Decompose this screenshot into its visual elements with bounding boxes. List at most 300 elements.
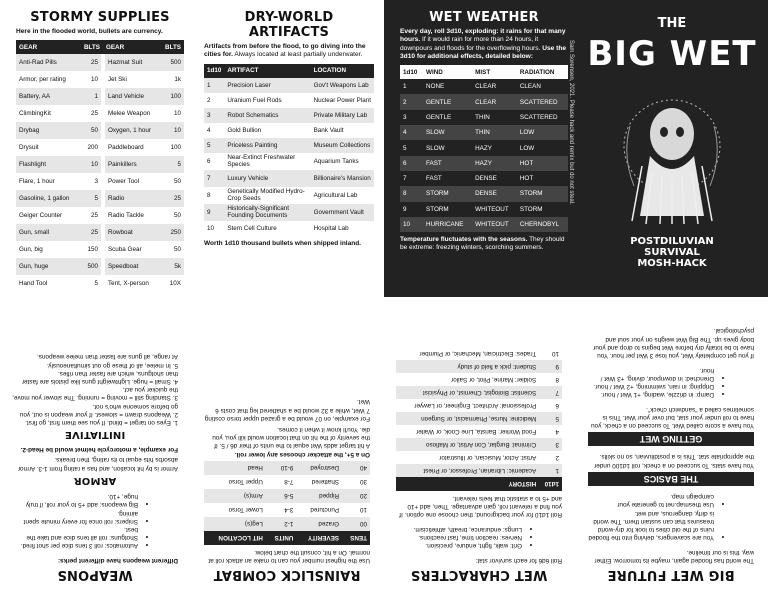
roll-cell: 5 (403, 144, 407, 152)
artifact-cell: Near-Extinct Freshwater Species (227, 154, 296, 169)
price-cell: 5 (160, 156, 184, 173)
location-cell: Nuclear Power Plant (313, 96, 371, 104)
location-cell: Agricultural Lab (313, 191, 358, 199)
roll-cell: 10 (400, 217, 423, 232)
location-cell: Private Military Lab (311, 108, 374, 123)
armor-example: For example, a motorcycle helmet would be Head-2. (20, 446, 178, 454)
gear-cell: Tent, X-person (103, 275, 160, 292)
price-cell: 10 (79, 156, 103, 173)
future-item: • Use thesmap.net to generate your campaign map. (588, 492, 714, 508)
gear-cell: Hand Tool (19, 280, 48, 288)
combat-panel (192, 297, 384, 594)
stat-item: • Nerves: reaction time, fast reactions. (396, 533, 522, 541)
radiation-cell: HOT (517, 156, 568, 171)
combat-table (204, 461, 370, 545)
history-row (396, 373, 562, 386)
price-cell: 25 (79, 54, 103, 71)
price-cell: 100 (170, 144, 181, 152)
history-row (396, 399, 562, 412)
cover-the: THE (657, 16, 687, 31)
supply-row (16, 71, 184, 88)
weather-row (400, 156, 568, 171)
roll-cell: 5 (539, 412, 562, 425)
combat-text1: On a 5+, the attacker chooses any lower roll. (234, 450, 370, 458)
price-cell: 250 (160, 224, 184, 241)
tens-cell: 30 (359, 478, 367, 486)
col-gear: GEAR (103, 40, 160, 54)
weather-footer-rest: They should be extreme: freezing winters, scorching summers. (400, 236, 565, 252)
roll-cell: 5 (204, 138, 224, 153)
location-cell: Government Vault (311, 204, 374, 221)
supplies-table (16, 40, 184, 292)
gear-cell: ClimbingKit (19, 110, 51, 118)
col-tens: TENS (342, 531, 370, 545)
artifact-cell: Historically-Significant Founding Documents (224, 204, 310, 221)
weather-intro-bold: Every day, roll 3d10, exploding: it rains for that many hours. (400, 28, 566, 44)
gear-cell: Scuba Gear (103, 241, 160, 258)
radiation-cell: LOW (519, 144, 535, 152)
history-cell: Scientist: Biologist, Chemist, or Physicist (396, 386, 539, 399)
location-cell: Museum Collections (311, 138, 374, 153)
wet-item: • Damp: in drizzle, wading, +1 Wet / hour. (588, 390, 714, 398)
col-blts: BLTS (79, 40, 103, 54)
roll-cell: 3 (204, 108, 224, 123)
units-cell: 7-8 (284, 478, 294, 486)
tens-cell: 40 (342, 461, 370, 475)
history-cell: Medicine: Nurse, Pharmacist, or Surgeon (396, 412, 539, 425)
gear-cell: Painkillers (103, 156, 160, 173)
gear-cell: Speedboat (103, 258, 160, 275)
col-roll: 1d10 (204, 64, 224, 78)
weapons-intro: Different weapons have different perks: (57, 557, 178, 564)
price-cell: 50 (79, 122, 103, 139)
wind-cell: SLOW (423, 125, 472, 140)
artifact-row (204, 187, 374, 204)
tens-cell: 10 (359, 506, 367, 514)
artifacts-table (204, 64, 374, 236)
history-row (396, 438, 562, 451)
stat-item: • Lungs: endurance, breath, athleticism. (396, 525, 522, 533)
mist-cell: WHITEOUT (475, 205, 509, 213)
roll-cell: 4 (207, 126, 211, 134)
history-row (396, 451, 562, 464)
artifact-cell: Robot Schematics (224, 108, 310, 123)
mist-cell: WHITEOUT (472, 217, 517, 232)
artifact-cell: Priceless Painting (224, 138, 310, 153)
artifact-row (204, 170, 374, 187)
artifact-row (204, 153, 374, 170)
col-location: LOCATION (311, 64, 374, 78)
cover-subtitle-line: SURVIVAL (644, 247, 700, 258)
mist-cell: HAZY (472, 156, 517, 171)
roll-cell: 6 (555, 401, 559, 409)
supplies-panel (0, 0, 192, 297)
col-blts: BLTS (160, 40, 184, 54)
supply-row (16, 190, 184, 207)
artifact-cell: Stem Cell Culture (227, 224, 277, 232)
combat-title: RAINSLICK COMBAT (213, 567, 361, 582)
units-cell: 9-10 (266, 461, 297, 475)
severity-cell: Ripped (296, 489, 342, 503)
history-cell: Trades: Electrician, Mechanic, or Plumber (419, 349, 537, 357)
weather-panel (384, 0, 576, 297)
future-panel (576, 297, 768, 594)
mist-cell: THIN (472, 125, 517, 140)
supply-row (16, 258, 184, 275)
initiative-item: 4. Small = huge. Lightweight guns like pistols are faster than shotguns, which are faster than rifles. (21, 369, 178, 385)
price-cell: 500 (79, 258, 103, 275)
gear-cell: Radio (103, 190, 160, 207)
mist-cell: THIN (475, 113, 490, 121)
price-cell: 25 (90, 110, 98, 118)
location-cell: Lower Torso (228, 506, 263, 514)
future-intro: The world has flooded again, maybe its tomorrow. Either way, this is our timeline. (594, 548, 754, 564)
initiative-item: At range, all guns are faster than melee weapons. (36, 353, 178, 361)
weather-row (400, 217, 568, 232)
supply-row (16, 139, 184, 156)
cover-subtitle-line: POSTDILUVIAN (630, 236, 714, 247)
supplies-intro: Here in the flooded world, bullets are currency. (16, 28, 163, 35)
price-cell: 100 (160, 88, 184, 105)
mist-cell: DENSE (472, 186, 517, 201)
supplies-title: STORMY SUPPLIES (30, 10, 170, 25)
roll-cell: 10 (207, 224, 215, 232)
weather-row (400, 140, 568, 155)
supply-row (16, 275, 184, 292)
mist-cell: DENSE (475, 175, 497, 183)
radiation-cell: CHERNOBYL (517, 217, 568, 232)
radiation-cell: SCATTERED (519, 113, 558, 121)
weather-footer-bold: Temperature fluctuates with the seasons. (400, 236, 528, 244)
wind-cell: STORM (426, 205, 449, 213)
radiation-cell: STORM (519, 205, 543, 213)
wet-item: • Dripping: in rain, swimming, +2 Wet / hour. (588, 382, 714, 390)
supply-row (16, 88, 184, 105)
price-cell: 5k (160, 258, 184, 275)
future-item: • You are scavengers, delving into the flooded ruins of the old cities to look for dry-world treasures that can sustain them. The world is dirty, dangerous, and wet. (588, 508, 714, 541)
price-cell: 25 (160, 190, 184, 207)
history-cell: Criminal: Burglar, Con Artist, or Mafioso (396, 438, 539, 451)
cover-panel (576, 0, 768, 297)
artifacts-footer: Worth 1d10 thousand bullets when shipped inland. (204, 239, 361, 247)
weather-intro (400, 28, 568, 61)
wind-cell: GENTLE (426, 113, 452, 121)
roll-cell: 1 (539, 464, 562, 477)
bottom-row-rotated (0, 297, 768, 594)
severity-cell: Shattered (311, 478, 340, 486)
weather-intro-bold2: Use the 3d10 for additional effects, detailed below: (400, 44, 567, 60)
gear-cell: Paddleboard (103, 139, 160, 156)
artifact-row (204, 123, 374, 138)
price-cell: 200 (87, 144, 98, 152)
artifact-row (204, 78, 374, 93)
weather-intro-rest: If it would rain for more than 24 hours, it downpours and floods for the overflowing hours. (400, 36, 541, 52)
roll-cell: 9 (539, 360, 562, 373)
severity-cell: Punctured (310, 506, 340, 514)
cover-subtitle (576, 236, 768, 269)
wind-cell: STORM (423, 186, 472, 201)
artifacts-panel (192, 0, 384, 297)
col-radiation: RADIATION (517, 65, 568, 79)
location-cell: Leg(s) (204, 517, 266, 531)
col-severity: SEVERITY (296, 531, 342, 545)
price-cell: 5 (79, 190, 103, 207)
price-cell: 10 (160, 122, 184, 139)
supply-row (16, 54, 184, 71)
history-cell: Food Worker: Barista, Line Cook, or Waiter (416, 427, 537, 435)
cover-subtitle-line: MOSH-HACK (637, 258, 707, 269)
combat-text2: A hit target adds Wet equal to the units of their d6 / 5. If the severity of the hit on that location would kill you, you die. You'll know it when it comes. (212, 425, 370, 450)
weather-row (400, 110, 568, 125)
radiation-cell: HOT (519, 175, 534, 183)
history-row (396, 464, 562, 477)
roll-cell: 9 (403, 205, 407, 213)
price-cell: 10 (90, 76, 98, 84)
roll-cell: 1 (403, 83, 407, 91)
initiative-item: 5. In melee, all of these go out simultaneously. (47, 361, 178, 369)
col-roll: 1d10 (400, 65, 423, 79)
future-list (588, 492, 754, 541)
roll-cell: 8 (400, 186, 423, 201)
mist-cell: CLEAR (475, 83, 497, 91)
tens-cell: 20 (342, 489, 370, 503)
stat-item: • Grit: walk, fight, endure, precision. (396, 541, 522, 549)
wet-title: GETTING WET (588, 432, 754, 446)
gear-cell: Drybag (16, 122, 79, 139)
roll-cell: 10 (551, 349, 559, 357)
weather-row (400, 125, 568, 140)
roll-cell: 8 (207, 191, 211, 199)
weapon-item: • Shotguns: roll all tens dice and take the best. (12, 525, 138, 541)
price-cell: 1 (79, 88, 103, 105)
combat-example: For example, on 07 would be a grazed upper torso costing 7 Wet, while a 32 would be a shattered leg that costs 6 Wet. (204, 398, 370, 422)
location-cell: Head (204, 461, 266, 475)
artifact-cell: Uranium Fuel Rods (227, 96, 282, 104)
gear-cell: Oxygen, 1 hour (103, 122, 160, 139)
wet-list (588, 365, 754, 398)
supply-row (16, 122, 184, 139)
roll-cell: 6 (400, 156, 423, 171)
history-cell: Artist: Actor, Musician, or Illustrator (439, 453, 537, 461)
combat-row (204, 475, 370, 489)
artifact-row (204, 93, 374, 108)
history-row (396, 386, 562, 399)
price-cell: 50 (173, 246, 181, 254)
radiation-cell: SCATTERED (517, 94, 568, 109)
wind-cell: FAST (423, 156, 472, 171)
gear-cell: Flare, 1 hour (19, 178, 55, 186)
weather-footer (400, 236, 568, 252)
combat-row (204, 517, 370, 531)
location-cell: Upper Torso (228, 478, 263, 486)
wind-cell: FAST (426, 175, 442, 183)
credit-text: Sam Sorensen, 2021. Please hack and remix but do not steal. (568, 40, 574, 205)
combat-row (204, 461, 370, 475)
weather-row (400, 94, 568, 109)
tens-cell: 00 (342, 517, 370, 531)
roll-cell: 4 (400, 125, 423, 140)
price-cell: 500 (160, 54, 184, 71)
gear-cell: Hazmat Suit (103, 54, 160, 71)
gear-cell: Melee Weapon (103, 105, 160, 122)
price-cell: 25 (79, 224, 103, 241)
location-cell: Aquarium Tanks (313, 157, 359, 165)
radiation-cell: STORM (517, 186, 568, 201)
col-gear: GEAR (16, 40, 79, 54)
future-title: BIG WET FUTURE (607, 567, 735, 582)
roll-cell: 7 (204, 170, 224, 187)
col-hit-location: HIT LOCATION (204, 531, 266, 545)
armor-text: Armor is by hit location, and has a rating from 1-3. Armor absorbs hits equal to its rating, then breaks. (17, 456, 178, 472)
initiative-item: 2. Weapons drawn = slowest. If your weapon is out, you go before someone who's not. (19, 402, 178, 418)
cover-title: BIG WET (587, 34, 757, 74)
artifacts-intro-rest: Always located at least partially underwater. (232, 51, 363, 59)
roll-cell: 8 (555, 375, 559, 383)
price-cell: 5 (94, 280, 98, 288)
basics-title: THE BASICS (588, 472, 754, 486)
artifact-row (204, 108, 374, 123)
price-cell: 10X (169, 280, 181, 288)
roll-cell: 3 (539, 438, 562, 451)
gear-cell: Power Tool (103, 173, 160, 190)
wet-item: • Drenched: in downpour, diving, +3 Wet / hour. (588, 365, 714, 381)
location-cell: Bank Vault (313, 126, 344, 134)
history-cell: Professional: Architect, Engineer, or Lawyer (414, 401, 537, 409)
wind-cell: HURRICANE (423, 217, 472, 232)
weather-row (400, 171, 568, 186)
characters-title: WET CHARACTERS (410, 567, 548, 582)
price-cell: 50 (173, 212, 181, 220)
artifacts-title: DRY-WORLD ARTIFACTS (244, 10, 334, 40)
col-wind: WIND (423, 65, 472, 79)
price-cell: 1k (174, 76, 181, 84)
location-cell: Billionaire's Mansion (311, 170, 374, 187)
history-table (396, 347, 562, 491)
initiative-item: 3. Standing still = moving = running. The slower you move, the quicker you act. (12, 386, 178, 402)
wet-text: You have a score called Wet. To succeed on a check, you have to roll under your stat, but over your Wet. This is sometimes called a "sandwich check". (591, 405, 754, 430)
armor-title: ARMOR (73, 474, 117, 486)
artifact-cell: Genetically Modified Hydro-Crop Seeds (227, 188, 305, 203)
roll-cell: 3 (403, 113, 407, 121)
history-cell: Student: pick a field of study (396, 360, 539, 373)
col-units: UNITS (266, 531, 297, 545)
roll-cell: 6 (207, 157, 211, 165)
roll-cell: 4 (555, 427, 559, 435)
artifact-row (204, 204, 374, 221)
artifacts-intro-bold: Artifacts from before the flood, to go diving into the cities for. (204, 43, 366, 59)
gear-cell: Jet Ski (103, 71, 160, 88)
history-row (396, 360, 562, 373)
roll-cell: 7 (539, 386, 562, 399)
history-row (396, 425, 562, 438)
basics-text: You have stats. To succeed on a check, roll 1d100 under the appropriate stat. This is a postdiluvian, so no skills. (594, 453, 754, 469)
roll-cell: 2 (207, 96, 211, 104)
gear-cell: Armor, per rating (19, 76, 66, 84)
supply-row (16, 173, 184, 190)
units-cell: 5-6 (266, 489, 297, 503)
price-cell: 150 (87, 246, 98, 254)
supply-row (16, 241, 184, 258)
location-cell: Hospital Lab (313, 224, 349, 232)
supply-row (16, 156, 184, 173)
weapons-title: WEAPONS (57, 567, 133, 582)
weather-row (400, 202, 568, 217)
weather-row (400, 79, 568, 94)
gear-cell: Gun, big (19, 246, 43, 254)
price-cell: 10 (173, 110, 181, 118)
col-history: HISTORY (396, 477, 539, 491)
history-row (396, 412, 562, 425)
supply-row (16, 224, 184, 241)
gear-cell: Battery, AA (16, 88, 79, 105)
artifact-cell: Gold Bullion (227, 126, 262, 134)
col-roll: 1d10 (539, 477, 562, 491)
artifact-cell: Precision Laser (224, 78, 310, 93)
price-cell: 3 (94, 178, 98, 186)
location-cell: Gov't Weapons Lab (311, 78, 374, 93)
weather-row (400, 186, 568, 201)
gear-cell: Drysuit (19, 144, 39, 152)
weapon-item: • Snipers: roll once for every minute spent aiming. (12, 508, 138, 524)
location-cell: Arm(s) (204, 489, 266, 503)
stats-list (396, 525, 562, 550)
weapon-item: • Big weapons: add +5 to your roll, if truly huge, +10. (12, 492, 138, 508)
supply-row (16, 207, 184, 224)
gear-cell: Radio Tackle (103, 207, 160, 224)
mist-cell: HAZY (475, 144, 492, 152)
artifact-row (204, 221, 374, 236)
combat-row (204, 503, 370, 517)
history-cell: Academic: Librarian, Professor, or Priest (396, 464, 539, 477)
roll-cell: 2 (555, 453, 559, 461)
gear-cell: Geiger Counter (19, 212, 63, 220)
roll-cell: 9 (204, 204, 224, 221)
col-mist: MIST (472, 65, 517, 79)
weapons-list (12, 492, 178, 549)
supply-row (16, 105, 184, 122)
combat-intro: Use the highest number you can to make an attack roll at normal. On a hit, consult the chart below. (208, 548, 370, 564)
severity-cell: Grazed (296, 517, 342, 531)
combat-row (204, 489, 370, 503)
roll-cell: 7 (403, 175, 407, 183)
weapons-panel (0, 297, 192, 594)
roll-cell: 2 (400, 94, 423, 109)
initiative-item: 1. Eyes on target = blind. If you see them first, go first. (25, 418, 178, 426)
weather-title: WET WEATHER (429, 10, 539, 25)
weapon-item: • Automatics: roll 3 tens dice per shot fired. (12, 541, 138, 549)
artifact-row (204, 138, 374, 153)
wind-cell: NONE (426, 83, 445, 91)
characters-text: Roll 1d10 for your background, then choose one option. If you find a relevant roll, gain advantage. Then, add +10 and +5 to a statistic that feels relevant. (399, 495, 562, 519)
drowned-figure-illustration (612, 86, 732, 226)
gear-cell: Land Vehicle (103, 88, 160, 105)
gear-cell: Anti-Rad Pills (16, 54, 79, 71)
radiation-cell: LOW (517, 125, 568, 140)
price-cell: 50 (173, 178, 181, 186)
gear-cell: Gun, small (16, 224, 79, 241)
col-artifact: ARTIFACT (224, 64, 310, 78)
wind-cell: SLOW (426, 144, 445, 152)
artifact-cell: Luxury Vehicle (224, 170, 310, 187)
wind-cell: GENTLE (423, 94, 472, 109)
characters-intro: Roll 6d6 for each survivor stat: (475, 557, 562, 564)
initiative-title: INITIATIVE (64, 428, 126, 440)
history-row (396, 347, 562, 360)
artifacts-intro (204, 43, 374, 60)
price-cell: 25 (90, 212, 98, 220)
mist-cell: CLEAR (472, 94, 517, 109)
radiation-cell: CLEAN (519, 83, 541, 91)
